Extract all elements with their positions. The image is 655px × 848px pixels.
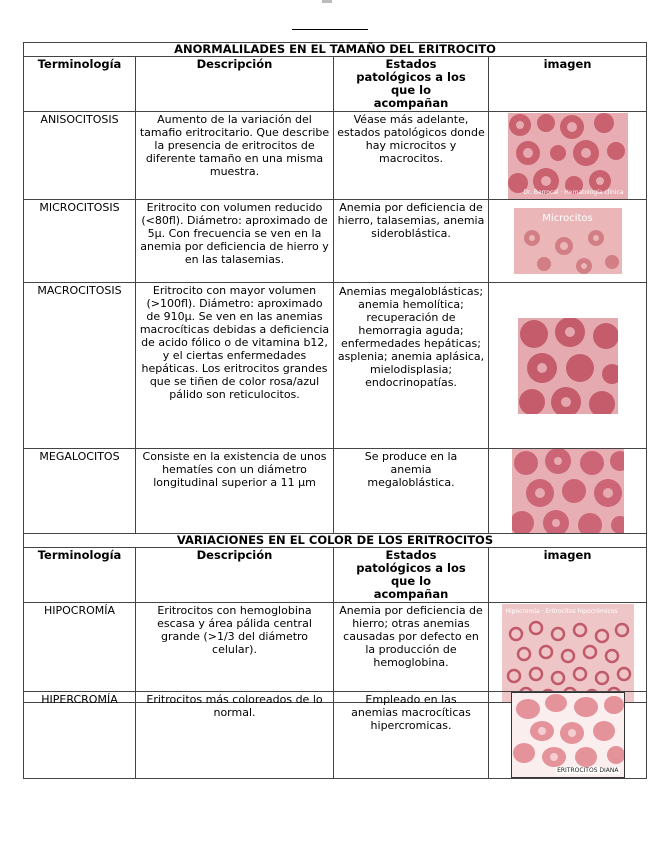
hyperchromia-table [23, 691, 647, 779]
table-row [24, 200, 647, 283]
table-row [24, 112, 647, 200]
image-cell [489, 692, 647, 779]
megalocyte-micrograph [512, 449, 624, 533]
term-cell: HIPERCROMÍA [24, 692, 136, 779]
erythrocyte-table [23, 42, 647, 703]
states-cell: Se produce en la anemia megaloblástica. [334, 449, 489, 534]
micrograph-caption: Hipocromía · Eritrocitos hipocrómicos [505, 607, 618, 615]
micrograph-caption: Dr. Berrocal · Hematología clínica [523, 188, 624, 196]
table-row [24, 283, 647, 449]
header-row [24, 548, 647, 603]
term-cell: ANISOCITOSIS [24, 112, 136, 200]
micrograph-label: Microcitos [542, 213, 593, 224]
states-cell: Véase más adelante, estados patológicos donde hay microcitos y macrocitos. [334, 112, 489, 200]
hypochromia-micrograph [502, 604, 634, 702]
header-descripcion: Descripción [136, 548, 334, 603]
section-title-color: VARIACIONES EN EL COLOR DE LOS ERITROCITOS [24, 534, 647, 548]
states-cell: Empleado en las anemias macrocíticas hipercromicas. [334, 692, 489, 779]
header-terminologia: Terminología [24, 57, 136, 112]
header-estados: Estados patológicos a los que lo acompañan [334, 57, 489, 112]
header-imagen: imagen [489, 57, 647, 112]
image-cell [489, 200, 647, 283]
header-row [24, 57, 647, 112]
header-terminologia: Terminología [24, 548, 136, 603]
image-cell [489, 603, 647, 703]
section-title-size: ANORMALILADES EN EL TAMAÑO DEL ERITROCITO [24, 43, 647, 57]
top-mark [322, 0, 332, 3]
header-imagen: imagen [489, 548, 647, 603]
macrocytosis-micrograph [518, 318, 618, 414]
term-cell: MICROCITOSIS [24, 200, 136, 283]
micrograph-caption: ERITROCITOS DIANA [557, 767, 619, 774]
description-cell: Eritrocito con mayor volumen (>100fl). Diámetro: aproximado de 910µ. Se ven en las anemias macrocíticas debidas a deficiencia de acido fólico o de vitamina b12, y el ciertas enfermedades hepáticas. Los eritrocitos grandes que se tiñen de color rosa/azul pálido son reticulocitos. [136, 283, 334, 449]
description-cell: Aumento de la variación del tamafio eritrocitario. Que describe la presencia de eritrocitos de diferente tamaño en una misma muestra. [136, 112, 334, 200]
anisocytosis-micrograph [508, 113, 628, 199]
term-cell: MACROCITOSIS [24, 283, 136, 449]
description-cell: Eritrocitos con hemoglobina escasa y área pálida central grande (>1/3 del diámetro celular). [136, 603, 334, 703]
section-title-row [24, 534, 647, 548]
table-row [24, 603, 647, 703]
image-cell [489, 112, 647, 200]
description-cell: Eritrocito con volumen reducido (<80fl). Diámetro: aproximado de 5µ. Con frecuencia se ven en la anemia por deficiencia de hierro y en las talasemias. [136, 200, 334, 283]
table-row [24, 449, 647, 534]
top-rule [292, 29, 368, 30]
header-descripcion: Descripción [136, 57, 334, 112]
section-title-row [24, 43, 647, 57]
states-cell: Anemia por deficiencia de hierro, talasemias, anemia sideroblástica. [334, 200, 489, 283]
image-cell [489, 283, 647, 449]
hyperchromia-micrograph [511, 692, 625, 778]
states-cell: Anemias megaloblásticas; anemia hemolítica; recuperación de hemorragia aguda; enfermedades hepáticas; asplenia; anemia aplásica, mielodisplasia; endocrinopatías. [334, 283, 489, 449]
term-cell: HIPOCROMÍA [24, 603, 136, 703]
image-cell [489, 449, 647, 534]
description-cell: Consiste en la existencia de unos hematíes con un diámetro longitudinal superior a 11 µm [136, 449, 334, 534]
states-cell: Anemia por deficiencia de hierro; otras anemias causadas por defecto en la producción de hemoglobina. [334, 603, 489, 703]
microcytosis-micrograph [514, 208, 622, 274]
table-row [24, 692, 647, 779]
header-estados: Estados patológicos a los que lo acompañan [334, 548, 489, 603]
term-cell: MEGALOCITOS [24, 449, 136, 534]
description-cell: Eritrocitos más coloreados de lo normal. [136, 692, 334, 779]
